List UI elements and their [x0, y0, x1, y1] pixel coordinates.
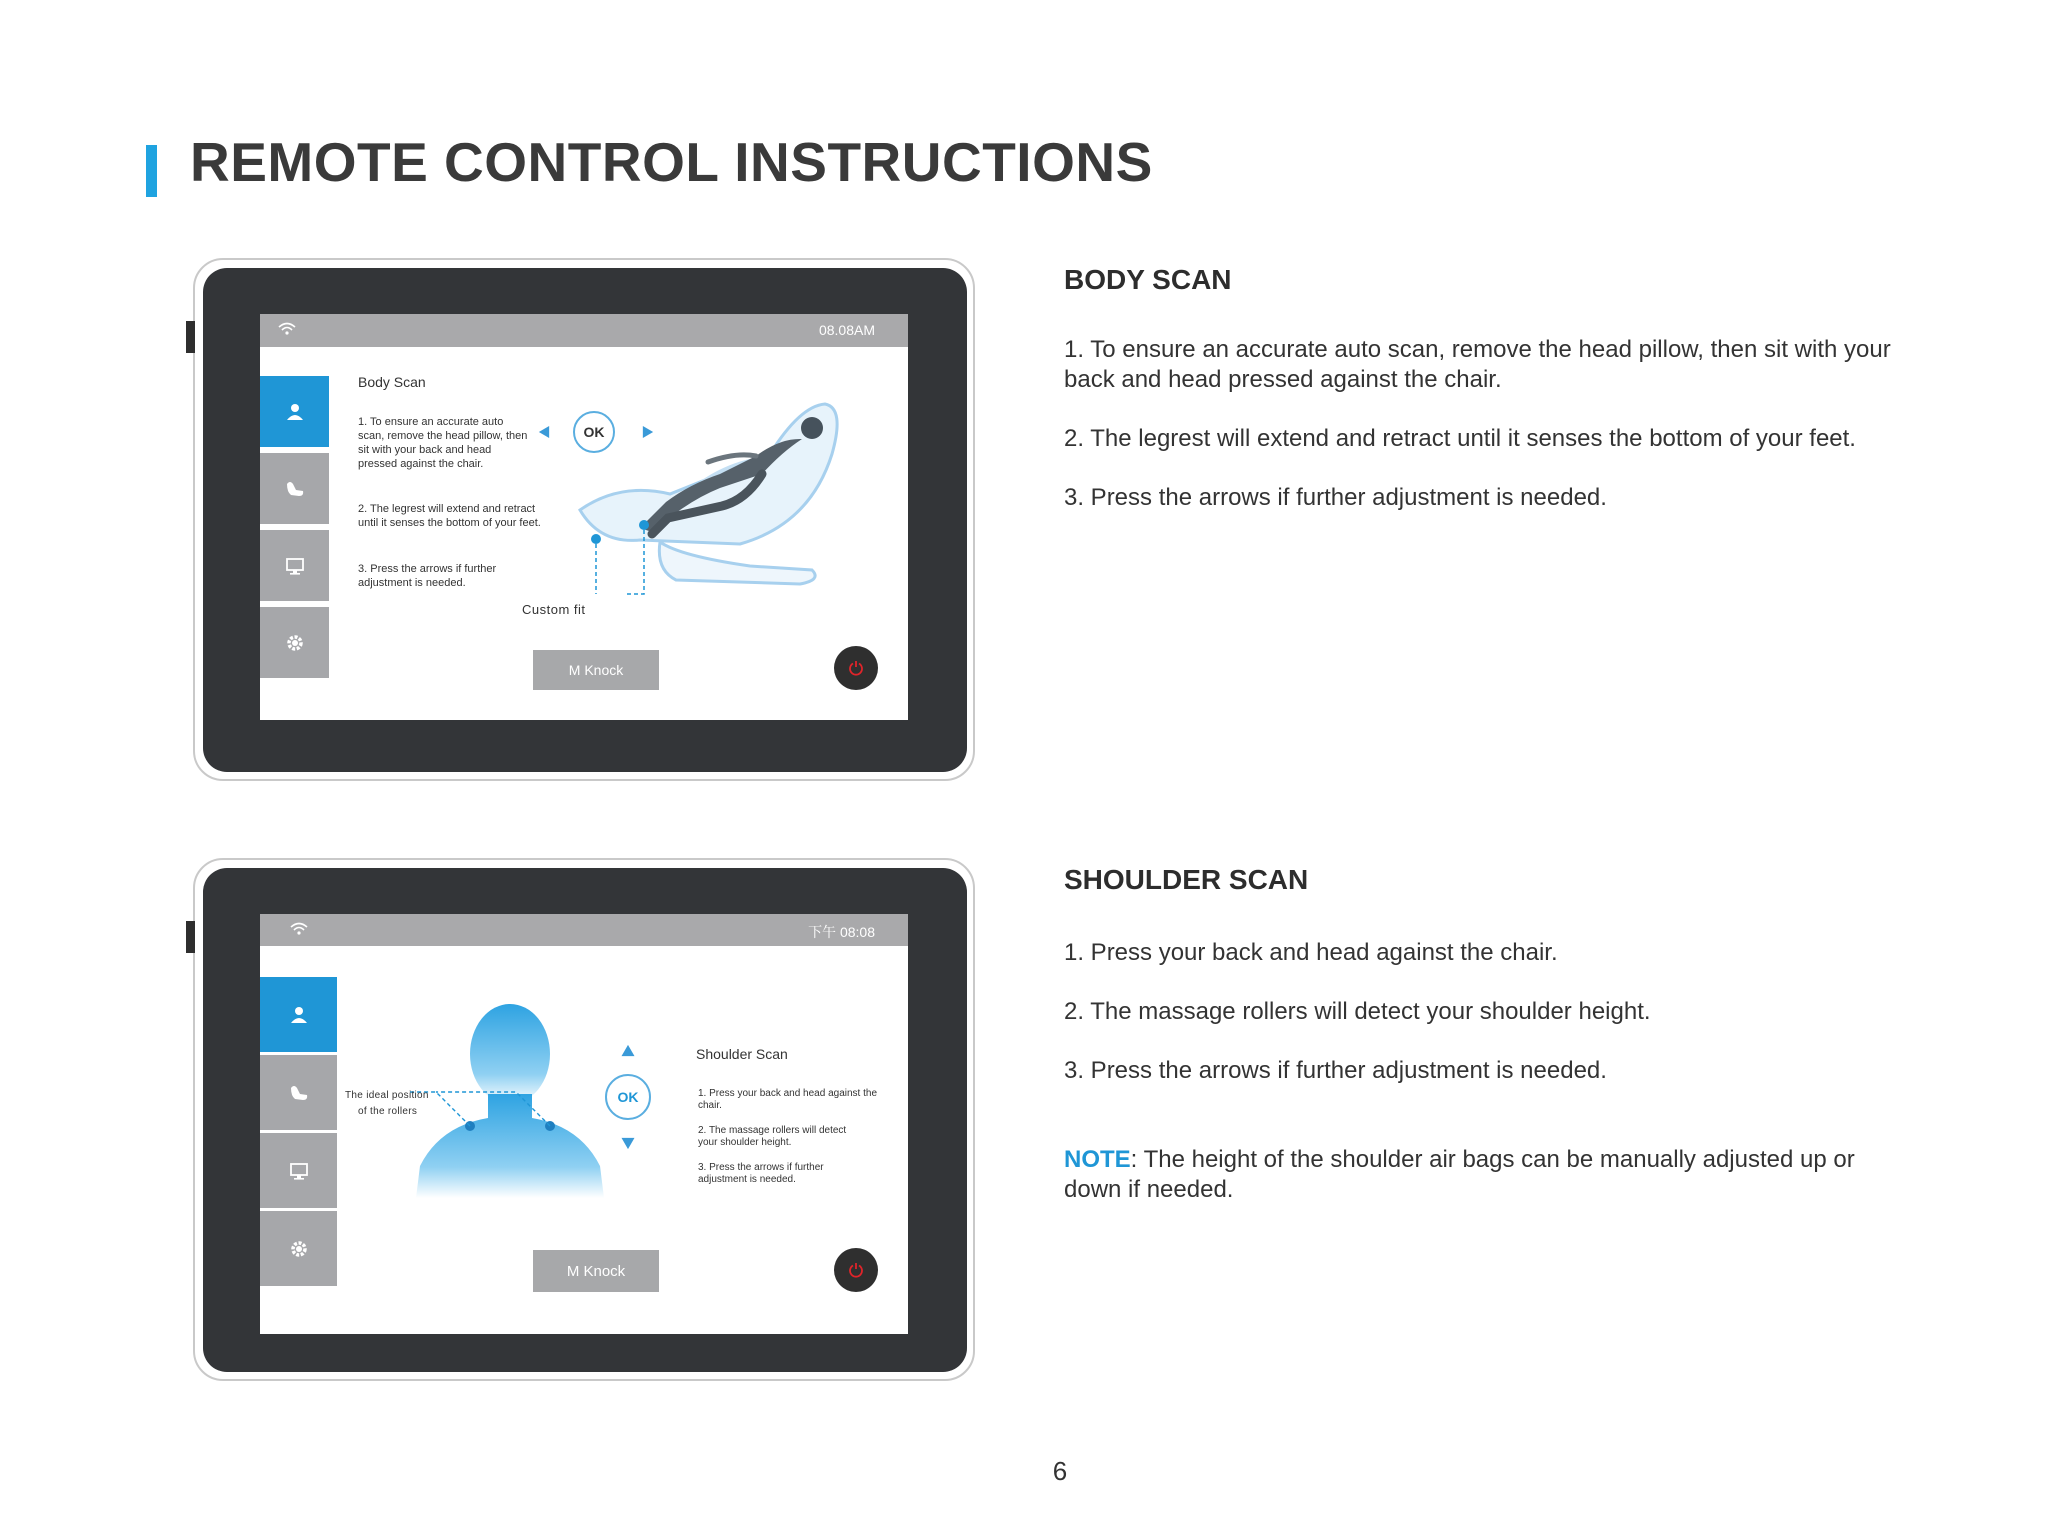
sidebar-tab-massage[interactable] [260, 453, 329, 524]
ok-button[interactable]: OK [573, 411, 615, 453]
sidebar-tab-user[interactable] [260, 376, 329, 447]
screen-shoulder-scan [260, 914, 908, 1334]
page-number: 6 [1052, 1456, 1068, 1486]
rollers-label-line2: of the rollers [358, 1106, 418, 1117]
note-text: : The height of the shoulder air bags can be manually adjusted up or down if needed. [1064, 1146, 1855, 1203]
shoulder-scan-step-3: 3. Press the arrows if further adjustment is needed. [1064, 1057, 1607, 1084]
shoulder-scan-step-2: 2. The massage rollers will detect your shoulder height. [1064, 998, 1651, 1025]
sidebar-tab-display[interactable] [260, 530, 329, 601]
shoulder-scan-heading: SHOULDER SCAN [1064, 864, 1309, 895]
body-scan-step-2: 2. The legrest will extend and retract until it senses the bottom of your feet. [1064, 425, 1856, 452]
shoulder-scan-step-1: 1. Press your back and head against the chair. [1064, 939, 1558, 966]
power-icon [848, 1262, 864, 1278]
note-label: NOTE [1064, 1146, 1131, 1173]
rollers-label-line1: The ideal position [345, 1090, 429, 1101]
sidebar-tab-settings[interactable] [260, 607, 329, 678]
screen-step-1: 1. Press your back and head against the chair. [698, 1088, 878, 1111]
user-icon [284, 401, 306, 423]
screen-step-2: 2. The massage rollers will detect your shoulder height. [698, 1125, 847, 1148]
head-shoulders-illustration [410, 998, 610, 1198]
m-knock-button[interactable]: M Knock [533, 650, 659, 690]
arrow-down-icon[interactable] [620, 1137, 636, 1150]
screen-step-3: 3. Press the arrows if further adjustment is needed. [358, 563, 497, 589]
sidebar-tab-settings[interactable] [260, 1211, 337, 1286]
massage-chair-illustration [560, 394, 870, 604]
page-title: REMOTE CONTROL INSTRUCTIONS [190, 131, 1153, 193]
sidebar-tab-user[interactable] [260, 977, 337, 1052]
title-accent-bar [146, 145, 157, 197]
sidebar-tab-massage[interactable] [260, 1055, 337, 1130]
wifi-icon [290, 922, 308, 936]
power-button[interactable] [834, 1248, 878, 1292]
shoulder-scan-note [1064, 1145, 1884, 1205]
massage-icon [284, 478, 306, 500]
arrow-left-icon[interactable] [538, 424, 550, 440]
status-time: 08.08AM [818, 322, 875, 338]
gear-icon [284, 632, 306, 654]
user-icon [288, 1004, 310, 1026]
wifi-icon [278, 322, 296, 336]
body-scan-heading: BODY SCAN [1064, 264, 1232, 295]
sidebar-tab-display[interactable] [260, 1133, 337, 1208]
screen-step-2: 2. The legrest will extend and retract until it senses the bottom of your feet. [358, 503, 541, 529]
screen-heading: Body Scan [358, 374, 426, 390]
status-bar [260, 314, 908, 347]
status-time: 下午 08:08 [808, 924, 875, 940]
screen-step-3: 3. Press the arrows if further adjustment is needed. [698, 1162, 824, 1185]
monitor-icon [288, 1160, 310, 1182]
status-bar [260, 914, 908, 946]
custom-fit-label: Custom fit [522, 602, 586, 617]
monitor-icon [284, 555, 306, 577]
tablet-side-button [186, 321, 195, 353]
m-knock-button[interactable]: M Knock [533, 1250, 659, 1292]
tablet-side-button [186, 921, 195, 953]
body-scan-step-1: 1. To ensure an accurate auto scan, remove the head pillow, then sit with your back and head pressed against the chair. [1064, 336, 1891, 393]
power-icon [848, 660, 864, 676]
screen-body-scan [260, 314, 908, 720]
arrow-up-icon[interactable] [620, 1044, 636, 1057]
screen-heading: Shoulder Scan [696, 1046, 788, 1062]
gear-icon [288, 1238, 310, 1260]
ok-button[interactable]: OK [605, 1074, 651, 1120]
power-button[interactable] [834, 646, 878, 690]
massage-icon [288, 1082, 310, 1104]
body-scan-step-3: 3. Press the arrows if further adjustment is needed. [1064, 484, 1607, 511]
screen-step-1: 1. To ensure an accurate auto scan, remove the head pillow, then sit with your back and head pressed against the chair. [358, 416, 528, 470]
